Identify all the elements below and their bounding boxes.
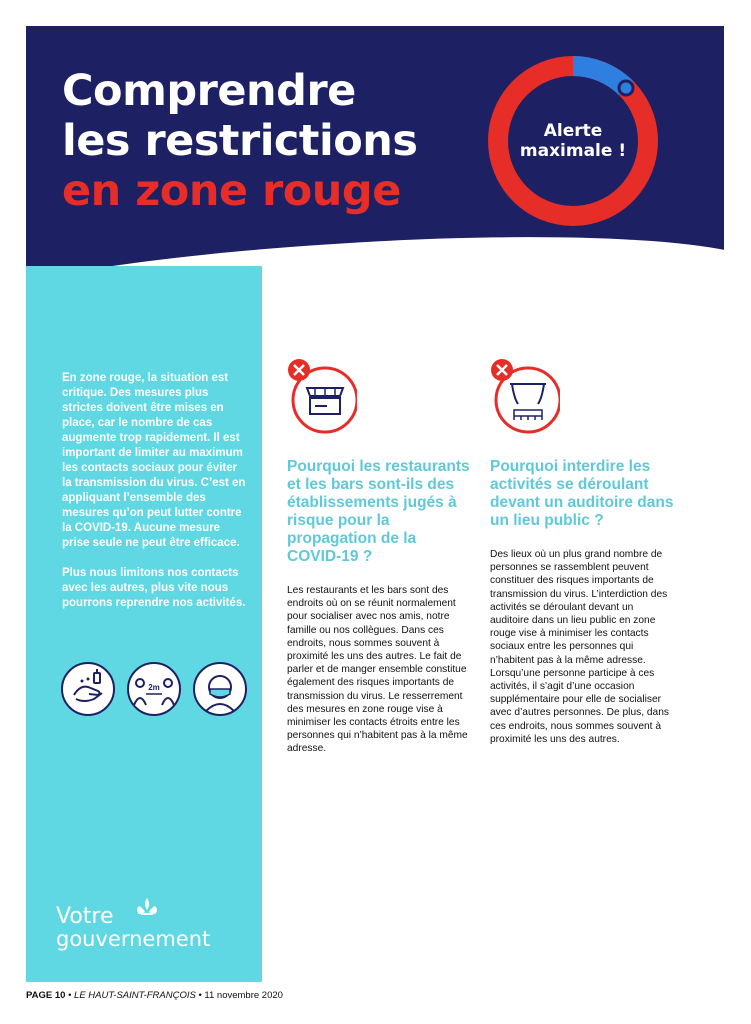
sidebar-intro: En zone rouge, la situation est critique. Des mesures plus strictes doivent être mises en place, car le nombre de cas augmente trop rapidement. Il est important de limiter au maximum les contacts sociaux pour éviter la transmission du virus. C’est en appliquant l’ensemble des mesures qu’on peut lutter contre la COVID-19. Aucune mesure prise seule ne peut être efficace.: [62, 372, 246, 549]
theatre-closed-icon: [490, 358, 560, 434]
logo-line-2: gouvernement: [56, 927, 211, 951]
restaurants-heading: Pourquoi les restaurants et les bars sont-ils des établissements jugés à risque pour la propagation de la COVID-19 ?: [287, 458, 470, 565]
title-line-1: Comprendre: [62, 66, 356, 116]
distance-label: 2m: [148, 683, 160, 692]
audience-heading: Pourquoi interdire les activités se déroulant devant un auditoire dans un lieu public ?: [490, 458, 674, 529]
mask-icon: [192, 661, 248, 717]
audience-column: [490, 358, 674, 746]
restaurants-body: Les restaurants et les bars sont des endroits où on se réunit normalement pour socialiser avec nos amis, notre famille ou nos collègues. Dans ces endroits, nous sommes souvent à proximité les uns des autres. Le fait de parler et de manger ensemble constitue également des risques importants de transmission du virus. Le resserrement des mesures en zone rouge vise à minimiser les contacts étroits entre les personnes qui n’habitent pas à la même adresse.: [287, 585, 468, 755]
publication-date: 11 novembre 2020: [204, 990, 283, 1001]
footer-separator: •: [65, 990, 75, 1001]
alert-label: [486, 54, 660, 228]
audience-body: Des lieux où un plus grand nombre de personnes se rassemblent peuvent constituer des risques importants de transmission du virus. L’interdiction des activités se déroulant devant un auditoire dans un lieu public en zone rouge vise à minimiser les contacts sociaux entre les personnes qui n’habitent pas à la même adresse. Lorsqu’une personne participe à ces activités, il s’agit d’une occasion supplémentaire pour elle de socialiser avec d’autres personnes. De plus, dans ces endroits, nous sommes souvent à proximité les uns des autres.: [490, 549, 669, 745]
sidebar-closing: Plus nous limitons nos contacts avec les autres, plus vite nous pourrons reprendre nos activités.: [62, 567, 246, 609]
gesture-icons: [60, 661, 250, 717]
footer: [26, 990, 283, 1001]
title-line-2: les restrictions: [62, 116, 418, 166]
alert-line-1: Alerte: [543, 121, 603, 141]
restaurant-closed-icon: [287, 358, 357, 434]
publication-name: LE HAUT-SAINT-FRANÇOIS: [74, 990, 196, 1001]
fleur-de-lis-icon: [134, 896, 160, 922]
sidebar-text: [62, 371, 247, 626]
government-logo: [56, 906, 210, 950]
alert-line-2: maximale !: [519, 141, 627, 161]
page-number: PAGE 10: [26, 990, 66, 1001]
page-title: [62, 66, 417, 216]
sidebar: [26, 266, 262, 982]
restaurants-column: [287, 358, 471, 756]
handwashing-icon: [60, 661, 116, 717]
footer-separator: •: [195, 990, 205, 1001]
logo-line-1: Votre: [56, 904, 114, 929]
title-line-3: en zone rouge: [62, 166, 401, 216]
distancing-icon: [126, 661, 182, 717]
